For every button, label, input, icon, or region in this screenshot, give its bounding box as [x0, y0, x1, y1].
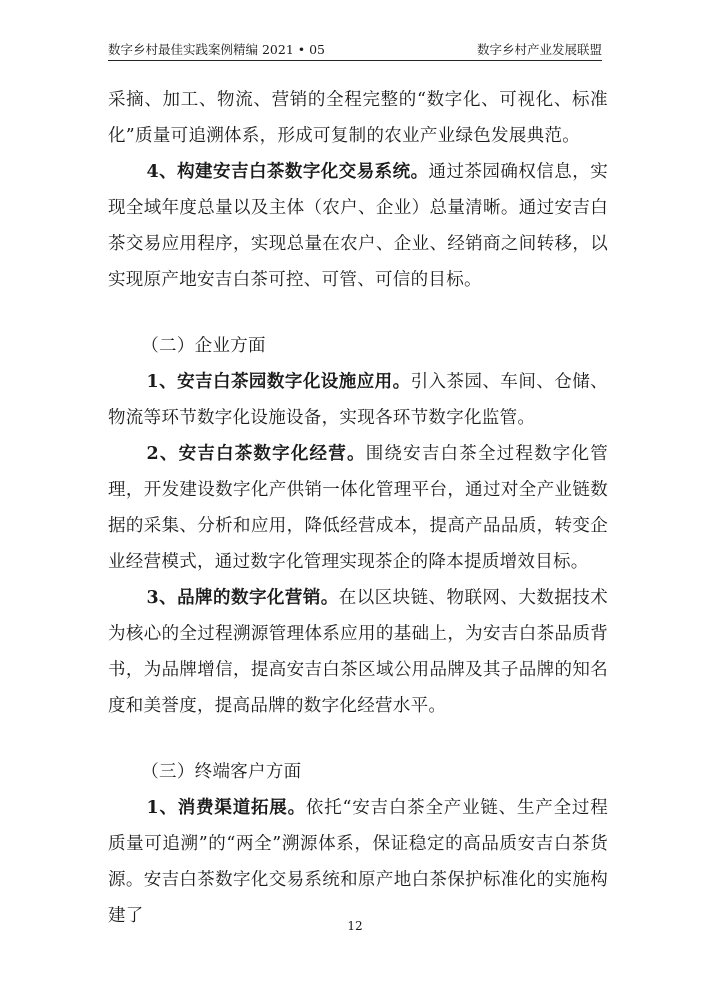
paragraph-item-3: [108, 580, 608, 724]
document-body: [108, 82, 608, 934]
paragraph-continuation: [108, 82, 608, 154]
section-heading-end-customer: （三）终端客户方面: [141, 762, 302, 782]
item-heading: 3、品牌的数字化营销。: [146, 588, 339, 608]
item-heading: 4、构建安吉白茶数字化交易系统。: [146, 162, 429, 182]
paragraph-text: 引入茶园、车间、仓储、物流等环节数字化设施设备，实现各环节数字化监管。: [108, 372, 608, 428]
paragraph-text: 在以区块链、物联网、大数据技术为核心的全过程溯源管理体系应用的基础上，为安吉白茶品质背书，为品牌增信，提高安吉白茶区域公用品牌及其子品牌的知名度和美誉度，提高品牌的数字化经营水平。: [108, 588, 608, 716]
paragraph-text: 围绕安吉白茶全过程数字化管理，开发建设数字化产供销一体化管理平台，通过对全产业链数据的采集、分析和应用，降低经营成本，提高产品品质，转变企业经营模式，通过数字化管理实现茶企的降本提质增效目标。: [108, 444, 608, 572]
paragraph-item-4: [108, 154, 608, 298]
item-heading: 1、消费渠道拓展。: [146, 798, 306, 818]
paragraph-text: 依托“安吉白茶全产业链、生产全过程质量可追溯”的“两全”溯源体系，保证稳定的高品质安吉白茶货源。安吉白茶数字化交易系统和原产地白茶保护标准化的实施构建了: [108, 798, 608, 926]
paragraph-text: 采摘、加工、物流、营销的全程完整的“数字化、可视化、标准化”质量可追溯体系，形成可复制的农业产业绿色发展典范。: [108, 90, 608, 146]
header-publication-title: 数字乡村最佳实践案例精编 2021 • 05: [108, 42, 326, 57]
item-heading: 2、安吉白茶数字化经营。: [146, 444, 366, 464]
section-heading-enterprise: （二）企业方面: [141, 336, 266, 356]
header-organization: 数字乡村产业发展联盟: [476, 42, 602, 57]
page-number: 12: [347, 919, 363, 933]
running-header: [108, 34, 602, 61]
paragraph-item-2: [108, 436, 608, 580]
paragraph-text: 通过茶园确权信息，实现全域年度总量以及主体（农户、企业）总量清晰。通过安吉白茶交易应用程序，实现总量在农户、企业、经销商之间转移，以实现原产地安吉白茶可控、可管、可信的目标。: [108, 162, 608, 290]
paragraph-item-1: [108, 364, 608, 436]
paragraph-item-1b: [108, 790, 608, 934]
item-heading: 1、安吉白茶园数字化设施应用。: [146, 372, 411, 392]
